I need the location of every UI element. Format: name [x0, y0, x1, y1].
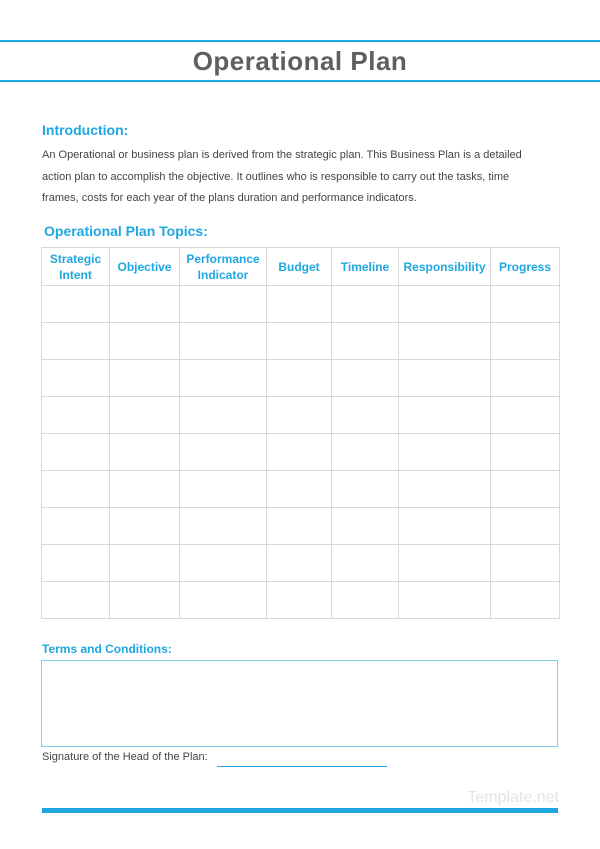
signature-label: Signature of the Head of the Plan: — [42, 751, 208, 763]
table-cell[interactable] — [332, 582, 399, 619]
table-cell[interactable] — [267, 323, 332, 360]
table-cell[interactable] — [180, 582, 267, 619]
table-cell[interactable] — [399, 508, 491, 545]
table-cell[interactable] — [491, 471, 560, 508]
table-row — [42, 286, 560, 323]
table-cell[interactable] — [110, 545, 180, 582]
table-cell[interactable] — [110, 582, 180, 619]
table-cell[interactable] — [42, 397, 110, 434]
introduction-line: frames, costs for each year of the plans duration and performance indicators. — [42, 192, 417, 204]
table-cell[interactable] — [110, 471, 180, 508]
table-cell[interactable] — [110, 508, 180, 545]
table-cell[interactable] — [399, 434, 491, 471]
table-cell[interactable] — [399, 360, 491, 397]
introduction-paragraph — [42, 145, 560, 210]
column-header-objective: Objective — [110, 248, 180, 286]
table-cell[interactable] — [180, 323, 267, 360]
table-cell[interactable] — [180, 471, 267, 508]
table-cell[interactable] — [42, 360, 110, 397]
table-cell[interactable] — [399, 286, 491, 323]
table-cell[interactable] — [332, 471, 399, 508]
table-body — [42, 286, 560, 619]
table-cell[interactable] — [42, 471, 110, 508]
column-header-timeline: Timeline — [332, 248, 399, 286]
terms-heading: Terms and Conditions: — [42, 642, 172, 656]
column-header-budget: Budget — [267, 248, 332, 286]
table-row — [42, 434, 560, 471]
table-cell[interactable] — [491, 582, 560, 619]
table-cell[interactable] — [332, 397, 399, 434]
column-header-progress: Progress — [491, 248, 560, 286]
table-cell[interactable] — [491, 323, 560, 360]
table-cell[interactable] — [332, 508, 399, 545]
column-header-performance-indicator: Performance Indicator — [180, 248, 267, 286]
table-cell[interactable] — [180, 360, 267, 397]
table-cell[interactable] — [491, 286, 560, 323]
table-row — [42, 508, 560, 545]
page-title: Operational Plan — [192, 45, 408, 76]
table-cell[interactable] — [267, 545, 332, 582]
table-cell[interactable] — [42, 323, 110, 360]
signature-line[interactable] — [217, 766, 387, 767]
topics-table — [41, 247, 560, 619]
table-cell[interactable] — [180, 286, 267, 323]
table-row — [42, 397, 560, 434]
table-cell[interactable] — [491, 360, 560, 397]
table-row — [42, 545, 560, 582]
table-cell[interactable] — [267, 471, 332, 508]
watermark: Template.net — [467, 789, 559, 806]
table-cell[interactable] — [491, 545, 560, 582]
table-cell[interactable] — [180, 434, 267, 471]
table-cell[interactable] — [491, 434, 560, 471]
table-header-row — [42, 248, 560, 286]
table-cell[interactable] — [399, 471, 491, 508]
table-cell[interactable] — [491, 397, 560, 434]
table-row — [42, 323, 560, 360]
table-cell[interactable] — [267, 508, 332, 545]
table-cell[interactable] — [399, 397, 491, 434]
introduction-heading: Introduction: — [42, 122, 129, 138]
table-cell[interactable] — [110, 434, 180, 471]
table-cell[interactable] — [42, 434, 110, 471]
table-cell[interactable] — [110, 360, 180, 397]
table-cell[interactable] — [399, 582, 491, 619]
table-cell[interactable] — [110, 286, 180, 323]
table-cell[interactable] — [267, 397, 332, 434]
table-cell[interactable] — [332, 323, 399, 360]
table-cell[interactable] — [332, 545, 399, 582]
footer-bar — [42, 808, 558, 813]
table-cell[interactable] — [399, 545, 491, 582]
terms-input-box[interactable] — [41, 660, 558, 747]
table-row — [42, 360, 560, 397]
table-cell[interactable] — [110, 323, 180, 360]
table-cell[interactable] — [332, 360, 399, 397]
table-cell[interactable] — [180, 545, 267, 582]
table-cell[interactable] — [110, 397, 180, 434]
table-cell[interactable] — [42, 286, 110, 323]
table-cell[interactable] — [267, 286, 332, 323]
table-cell[interactable] — [42, 582, 110, 619]
table-cell[interactable] — [332, 286, 399, 323]
table-cell[interactable] — [491, 508, 560, 545]
table-cell[interactable] — [332, 434, 399, 471]
table-row — [42, 471, 560, 508]
introduction-line: An Operational or business plan is derived from the strategic plan. This Business Plan is a detailed — [42, 149, 522, 161]
column-header-strategic-intent: Strategic Intent — [42, 248, 110, 286]
title-bar — [0, 40, 600, 82]
table-cell[interactable] — [180, 508, 267, 545]
topics-heading: Operational Plan Topics: — [44, 223, 208, 239]
table-cell[interactable] — [42, 508, 110, 545]
column-header-responsibility: Responsibility — [399, 248, 491, 286]
table-cell[interactable] — [267, 582, 332, 619]
table-cell[interactable] — [267, 360, 332, 397]
table-cell[interactable] — [180, 397, 267, 434]
table-row — [42, 582, 560, 619]
table-cell[interactable] — [399, 323, 491, 360]
table-cell[interactable] — [267, 434, 332, 471]
table-cell[interactable] — [42, 545, 110, 582]
introduction-line: action plan to accomplish the objective. It outlines who is responsible to carry out the tasks, time — [42, 170, 510, 183]
